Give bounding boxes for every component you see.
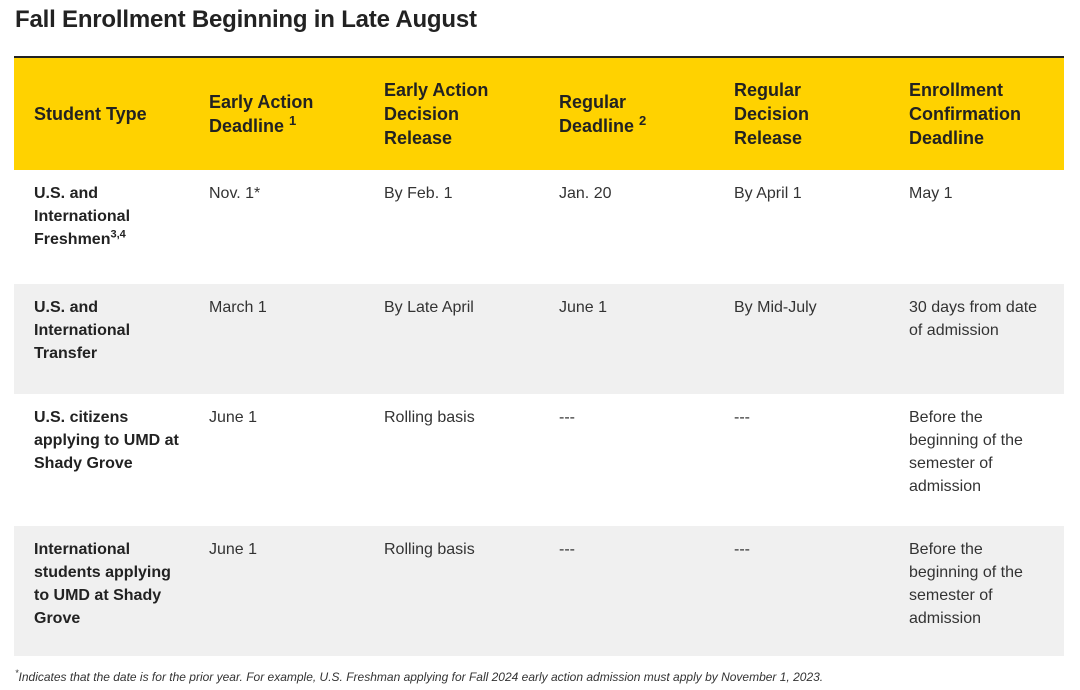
footnote [15,668,823,686]
footnote-ref: 1 [289,113,297,128]
cell-regular-release: --- [714,394,889,526]
cell-early-action-release: Rolling basis [364,526,539,656]
table-header-row [14,58,1064,170]
footnote-ref: 2 [639,113,647,128]
cell-regular-deadline: Jan. 20 [539,170,714,284]
footnote-ref: 3,4 [110,228,126,241]
cell-regular-release: --- [714,526,889,656]
cell-student-type: U.S. and International Transfer [14,284,189,394]
header-early-action-deadline: Early Action Deadline $^1$ [189,58,364,170]
cell-regular-deadline: --- [539,526,714,656]
cell-early-action-release: Rolling basis [364,394,539,526]
cell-regular-release: By April 1 [714,170,889,284]
cell-confirmation-deadline: Before the beginning of the semester of admission [889,394,1064,526]
cell-early-action-deadline: March 1 [189,284,364,394]
cell-early-action-release: By Late April [364,284,539,394]
enrollment-deadlines-table [14,58,1064,656]
header-regular-release: Regular Decision Release [714,58,889,170]
page-title: Fall Enrollment Beginning in Late August [15,6,477,33]
table-row [14,284,1064,394]
cell-regular-deadline: June 1 [539,284,714,394]
cell-student-type: U.S. and International Freshmen$^{3,4}$ [14,170,189,284]
table-row [14,394,1064,526]
cell-student-type: U.S. citizens applying to UMD at Shady Grove [14,394,189,526]
header-early-action-release: Early Action Decision Release [364,58,539,170]
header-student-type: Student Type [14,58,189,170]
table-row [14,170,1064,284]
header-confirmation-deadline: Enrollment Confirmation Deadline [889,58,1064,170]
cell-early-action-deadline: June 1 [189,394,364,526]
cell-regular-release: By Mid-July [714,284,889,394]
cell-confirmation-deadline: May 1 [889,170,1064,284]
cell-regular-deadline: --- [539,394,714,526]
footnote-text: Indicates that the date is for the prior year. For example, U.S. Freshman applying for Fall 2024 early action admission must apply by November 1, 2023. [18,670,824,684]
cell-confirmation-deadline: Before the beginning of the semester of admission [889,526,1064,656]
cell-early-action-deadline: June 1 [189,526,364,656]
header-regular-deadline: Regular Deadline $^2$ [539,58,714,170]
table-row [14,526,1064,656]
cell-student-type: International students applying to UMD at Shady Grove [14,526,189,656]
cell-early-action-deadline: Nov. 1* [189,170,364,284]
cell-confirmation-deadline: 30 days from date of admission [889,284,1064,394]
cell-early-action-release: By Feb. 1 [364,170,539,284]
footnote-marker: * [15,668,19,678]
